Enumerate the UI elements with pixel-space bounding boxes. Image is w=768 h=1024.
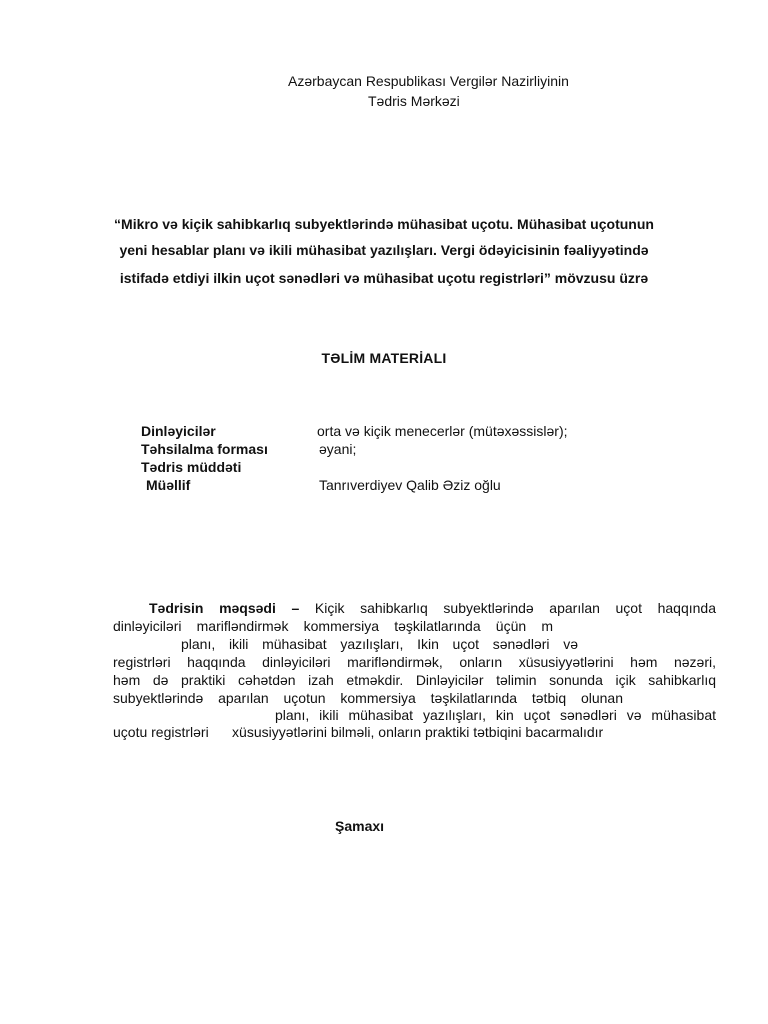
purpose-label: Tədrisin məqsədi –: [149, 600, 300, 616]
topic-title-line-3: istifadə etdiyi ilkin uçot sənədləri və mühasibat uçotu registrləri” mövzusu üzrə: [119, 270, 649, 286]
city-name: Şamaxı: [335, 818, 385, 834]
purpose-line-4: registrləri haqqında dinləyiciləri mariflәndirmək, onların xüsusiyyətlərini həm nəzəri,: [113, 654, 716, 670]
header-center: Tədris Mərkəzi: [368, 93, 460, 109]
audience-value: orta və kiçik menecerlər (mütəxəssislər);: [317, 423, 568, 439]
topic-title-line-1: “Mikro və kiçik sahibkarlıq subyektlərində mühasibat uçotu. Mühasibat uçotunun: [114, 216, 654, 232]
topic-title-line-2: yeni hesablar planı və ikili mühasibat yazılışları. Vergi ödəyicisinin fəaliyyətində: [119, 242, 649, 258]
purpose-line-1-text: Kiçik sahibkarlıq subyektlərində aparılan uçot haqqında: [314, 600, 716, 616]
form-label: Təhsilalma forması: [141, 441, 268, 457]
form-value: əyani;: [319, 441, 357, 457]
duration-label: Tədris müddəti: [141, 459, 242, 475]
purpose-line-5: həm də praktiki cəhətdən izah etməkdir. Dinləyicilər təlimin sonunda içik sahibkarlıq: [113, 672, 716, 688]
purpose-line-7: planı, ikili mühasibat yazılışları, kin uçot sənədləri və mühasibat: [275, 707, 716, 723]
purpose-line-2: dinləyiciləri marifləndirmək kommersiya təşkilatlarında üçün m: [113, 618, 553, 634]
purpose-line-8: uçotu registrləri xüsusiyyətlərini bilməli, onların praktiki tətbiqini bacarmalıdır: [113, 724, 604, 740]
purpose-line-6: subyektlərində aparılan uçotun kommersiya təşkilatlarında tətbiq olunan: [113, 690, 623, 706]
author-value: Tanrıverdiyev Qalib Əziz oğlu: [319, 477, 501, 493]
author-label: Müəllif: [146, 477, 191, 493]
purpose-line-3: planı, ikili mühasibat yazılışları, Ikin uçot sənədləri və: [181, 636, 578, 652]
purpose-line-1: [113, 600, 716, 616]
audience-label: Dinləyicilər: [141, 423, 216, 439]
header-ministry: Azərbaycan Respublikası Vergilər Nazirliyinin: [288, 73, 569, 89]
material-heading: TƏLİM MATERİALI: [321, 350, 447, 366]
